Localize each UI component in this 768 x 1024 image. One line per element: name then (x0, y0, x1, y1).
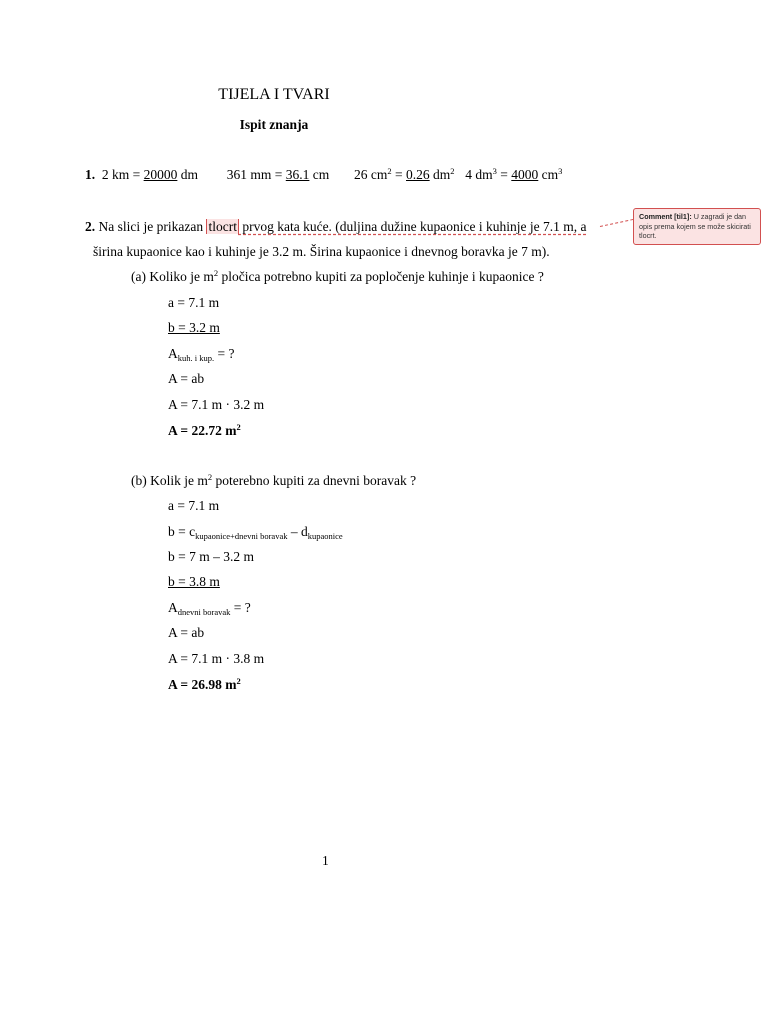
part-b-line-area-unknown (168, 599, 251, 617)
document-subtitle: Ispit znanja (239, 117, 309, 132)
part-b-area-unknown: = ? (230, 600, 251, 615)
part-a-result-exponent: 2 (236, 422, 241, 432)
question-2-line-2: širina kupaonice kao i kuhinje je 3.2 m. Širina kupaonice i dnevnog boravka je 7 m). (93, 244, 550, 259)
part-b-result-value: A = 26.98 m (168, 677, 237, 692)
q1-part3-prefix-exponent: 2 (387, 166, 392, 176)
part-b-question-prefix: (b) Kolik je m (131, 473, 208, 488)
part-b-line-b-substitution: b = 7 m – 3.2 m (168, 549, 254, 564)
part-b-line-substitution: A = 7.1 m · 3.8 m (168, 651, 265, 666)
part-b-question (131, 472, 416, 490)
part-b-question-exponent: 2 (207, 472, 213, 482)
part-b-result (168, 676, 241, 694)
q1-part2-unit: cm (309, 167, 330, 182)
question-1-number: 1. (85, 167, 96, 182)
comment-label: Comment [til1]: (639, 212, 692, 221)
q1-part3-prefix: 26 cm (354, 167, 388, 182)
q1-part2-prefix: 361 mm = (226, 167, 286, 182)
part-a-line-a: a = 7.1 m (168, 295, 220, 310)
part-b-area-symbol: A (168, 600, 178, 615)
part-b-line-a: a = 7.1 m (168, 498, 220, 513)
part-b-b-prefix: b = c (168, 524, 196, 539)
part-b-b-minus: – d (287, 524, 308, 539)
q1-part4-prefix-exponent: 3 (492, 166, 497, 176)
part-b-b-subscript-1: kupaonice+dnevni boravak (195, 531, 288, 541)
q2-text-1: Na slici je prikazan (95, 219, 207, 234)
part-a-question-prefix: (a) Koliko je m (131, 269, 214, 284)
page-number: 1 (322, 853, 329, 868)
q1-part3-unit-exponent: 2 (450, 166, 455, 176)
part-b-question-suffix: poterebno kupiti za dnevni boravak ? (212, 473, 417, 488)
q1-part1-answer: 20000 (143, 167, 178, 182)
q1-part3-equals: = (391, 167, 407, 182)
q1-part2-answer: 36.1 (285, 167, 310, 182)
part-a-question-suffix: pločica potrebno kupiti za popločenje kuhinje i kupaonice ? (218, 269, 544, 284)
part-a-area-symbol: A (168, 346, 178, 361)
q1-part1-unit: dm (177, 167, 199, 182)
part-b-line-formula: A = ab (168, 625, 205, 640)
part-a-line-b: b = 3.2 m (168, 320, 220, 335)
part-a-area-unknown: = ? (214, 346, 235, 361)
q1-part4-unit: cm (538, 167, 559, 182)
question-2-line-1 (85, 218, 587, 236)
q1-part1-prefix: 2 km = (101, 167, 144, 182)
part-a-question-exponent: 2 (213, 268, 219, 278)
question-1 (85, 166, 562, 184)
part-b-area-subscript: dnevni boravak (177, 607, 231, 617)
q1-part4-prefix: 4 dm (465, 167, 493, 182)
highlighted-word[interactable]: tlocrt (208, 219, 237, 234)
part-a-area-subscript: kuh. i kup. (177, 353, 215, 363)
part-a-question (131, 268, 544, 286)
part-a-result (168, 422, 241, 440)
part-b-line-b-formula (168, 523, 343, 541)
part-a-line-area-unknown (168, 345, 234, 363)
part-a-line-substitution: A = 7.1 m · 3.2 m (168, 397, 265, 412)
q2-text-2: prvog kata kuće. (duljina dužine kupaonice i kuhinje je 7.1 m, a (238, 219, 587, 234)
q1-part4-answer: 4000 (511, 167, 539, 182)
q1-part3-unit: dm (429, 167, 451, 182)
question-2-number: 2. (85, 219, 96, 234)
comment-balloon[interactable] (633, 208, 761, 245)
part-a-result-value: A = 22.72 m (168, 423, 237, 438)
document-title: TIJELA I TVARI (218, 86, 330, 103)
q1-part4-equals: = (496, 167, 512, 182)
comment-text: U zagradi je dan opis prema kojem se može skicirati tlocrt. (639, 212, 751, 240)
q1-part4-unit-exponent: 3 (558, 166, 563, 176)
part-a-line-formula: A = ab (168, 371, 205, 386)
q1-part3-answer: 0.26 (406, 167, 430, 182)
comment-connector-line (600, 219, 633, 227)
part-b-b-subscript-2: kupaonice (307, 531, 343, 541)
part-b-result-exponent: 2 (236, 676, 241, 686)
part-b-line-b-result: b = 3.8 m (168, 574, 220, 589)
